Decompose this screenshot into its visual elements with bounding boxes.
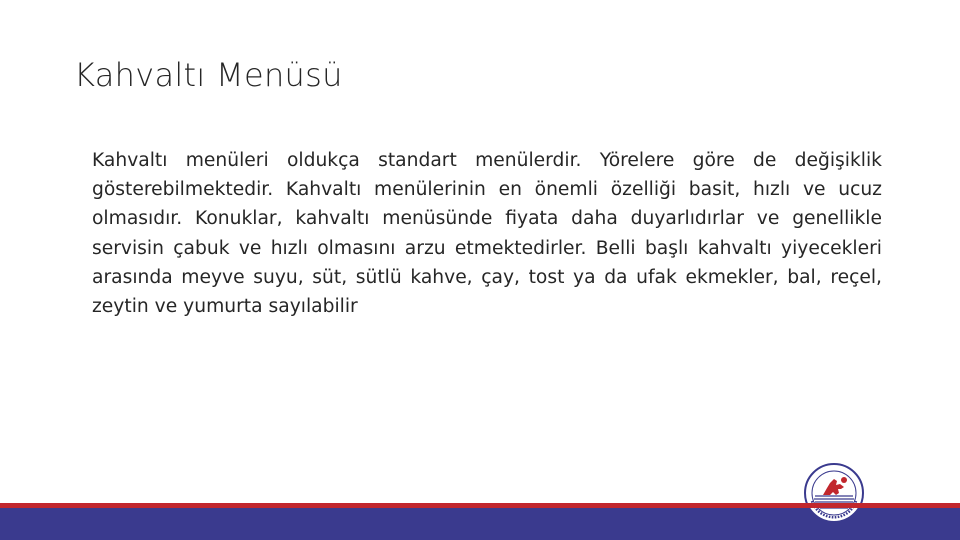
footer-red-stripe: [0, 503, 960, 508]
slide-title: Kahvaltı Menüsü: [74, 56, 343, 94]
university-seal-icon: [803, 462, 865, 524]
slide-body-text: Kahvaltı menüleri oldukça standart menülerdir. Yörelere göre de değişiklik gösterebilmektedir. Kahvaltı menülerinin en önemli özelliği basit, hızlı ve ucuz olmasıdır. Konuklar, kahvaltı menüsünde fiyata daha duyarlıdırlar ve genellikle servisin çabuk ve hızlı olmasını arzu etmektedirler. Belli başlı kahvaltı yiyecekleri arasında meyve suyu, süt, sütlü kahve, çay, tost ya da ufak ekmekler, bal, reçel, zeytin ve yumurta sayılabilir: [92, 150, 882, 318]
